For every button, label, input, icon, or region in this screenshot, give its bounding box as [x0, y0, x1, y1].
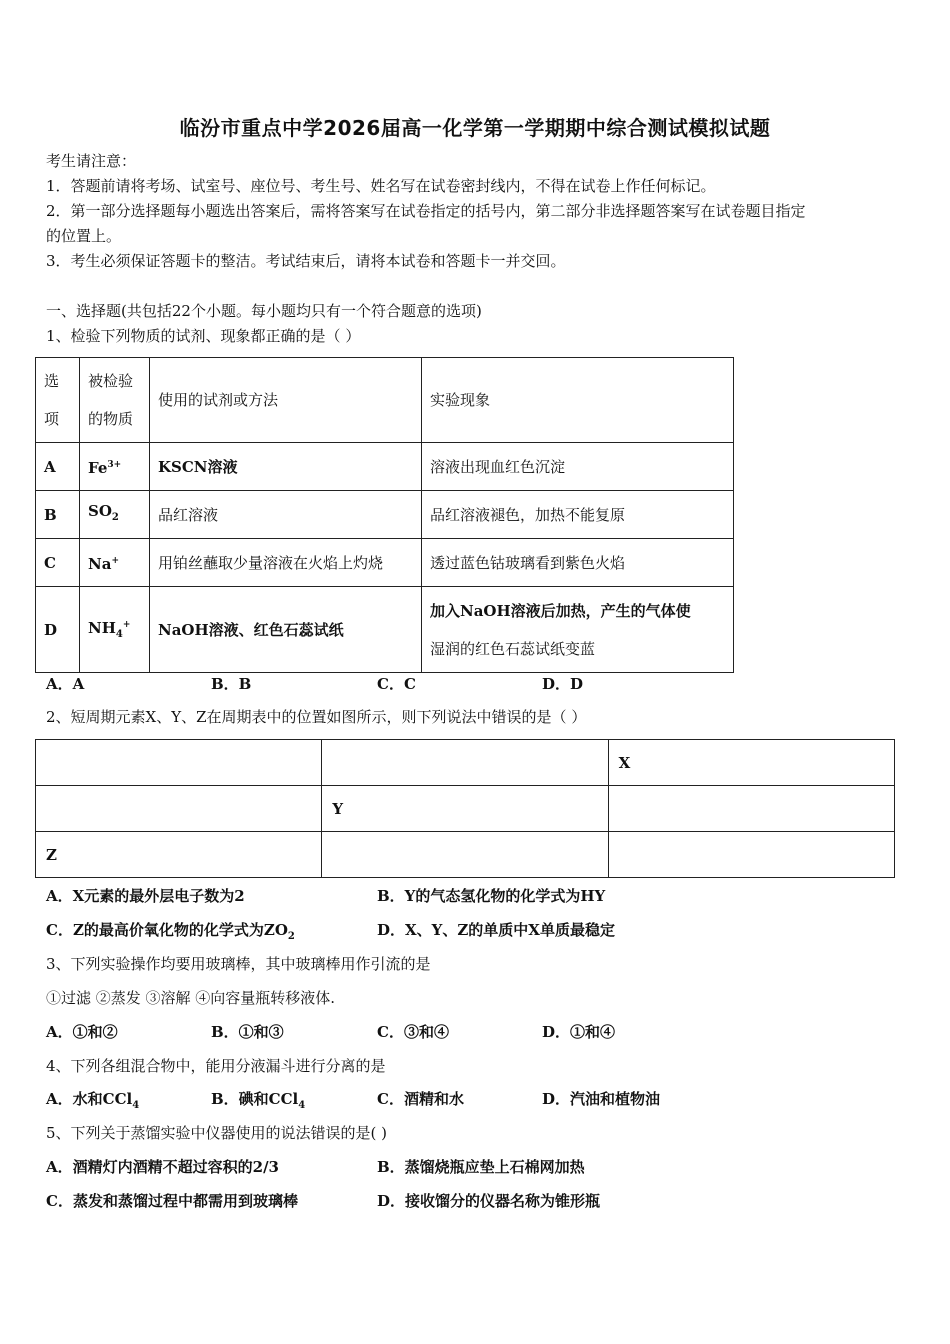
q1-substance-cell: $Fe^{3+}$: [80, 443, 150, 491]
q2-option-c[interactable]: C．Z的最高价氧化物的化学式为$ZO_2$: [46, 921, 295, 942]
q4-option-c[interactable]: C．酒精和水: [377, 1090, 464, 1108]
q5-option-a[interactable]: A．酒精灯内酒精不超过容积的2/3: [46, 1158, 279, 1176]
q4-option-a[interactable]: A．水和CCl$_4$: [46, 1090, 140, 1111]
q1-reagent-cell: 品红溶液: [150, 491, 422, 539]
q3-option-a[interactable]: A．①和②: [46, 1023, 118, 1041]
q2-option-b[interactable]: B．Y的气态氢化物的化学式为HY: [377, 887, 606, 905]
q1-option-cell: A: [36, 443, 80, 491]
q1-reagent-cell: KSCN溶液: [150, 443, 422, 491]
grid-cell-y: Y: [322, 786, 608, 832]
grid-cell-x: X: [608, 740, 894, 786]
notice-item-2-cont: 的位置上。: [46, 227, 122, 245]
q1-option-b[interactable]: B．B: [211, 675, 252, 693]
q1-reagent-cell: 用铂丝蘸取少量溶液在火焰上灼烧: [150, 539, 422, 587]
q1-header-substance: 被检验 的物质: [80, 358, 150, 443]
q5-option-d[interactable]: D．接收馏分的仪器名称为锥形瓶: [377, 1192, 601, 1210]
q3-sub-list: ①过滤 ②蒸发 ③溶解 ④向容量瓶转移液体.: [46, 989, 336, 1007]
q1-stem: 1、检验下列物质的试剂、现象都正确的是（ ）: [46, 327, 361, 345]
q1-option-a[interactable]: A．A: [46, 675, 85, 693]
q2-periodic-grid: [35, 739, 895, 878]
table-row: [36, 491, 734, 539]
table-row: [36, 587, 734, 673]
q1-header-reagent: 使用的试剂或方法: [150, 358, 422, 443]
q3-option-c[interactable]: C．③和④: [377, 1023, 449, 1041]
q1-table: [35, 357, 734, 673]
page-title: 临汾市重点中学2026届高一化学第一学期期中综合测试模拟试题: [179, 116, 771, 140]
grid-cell: [608, 832, 894, 878]
grid-cell: [608, 786, 894, 832]
q1-phenomenon-cell: 品红溶液褪色，加热不能复原: [422, 491, 734, 539]
grid-cell: [36, 740, 322, 786]
q5-stem: 5、下列关于蒸馏实验中仪器使用的说法错误的是( ): [46, 1124, 388, 1142]
q1-phenomenon-cell: 加入NaOH溶液后加热，产生的气体使 湿润的红色石蕊试纸变蓝: [422, 587, 734, 673]
table-row: [36, 443, 734, 491]
grid-cell: [322, 832, 608, 878]
q1-phenomenon-cell: 透过蓝色钴玻璃看到紫色火焰: [422, 539, 734, 587]
q1-option-cell: D: [36, 587, 80, 673]
q1-option-c[interactable]: C．C: [377, 675, 416, 693]
grid-cell: [322, 740, 608, 786]
notice-item-1: 1．答题前请将考场、试室号、座位号、考生号、姓名写在试卷密封线内，不得在试卷上作任何标记。: [46, 177, 716, 195]
q1-phenomenon-cell: 溶液出现血红色沉淀: [422, 443, 734, 491]
notice-heading: 考生请注意：: [46, 152, 137, 170]
q4-option-b[interactable]: B．碘和CCl$_4$: [211, 1090, 306, 1111]
table-row: [36, 832, 895, 878]
table-row: [36, 539, 734, 587]
q1-substance-cell: Na+: [80, 539, 150, 587]
table-row: [36, 740, 895, 786]
q1-option-d[interactable]: D．D: [542, 675, 584, 693]
notice-item-3: 3．考生必须保证答题卡的整洁。考试结束后，请将本试卷和答题卡一并交回。: [46, 252, 566, 270]
q1-substance-cell: $NH_4^+$: [80, 587, 150, 673]
q3-stem: 3、下列实验操作均要用玻璃棒，其中玻璃棒用作引流的是: [46, 955, 431, 973]
grid-cell: [36, 786, 322, 832]
q1-reagent-cell: NaOH溶液、红色石蕊试纸: [150, 587, 422, 673]
q1-option-cell: B: [36, 491, 80, 539]
notice-item-2: 2．第一部分选择题每小题选出答案后，需将答案写在试卷指定的括号内，第二部分非选择题答案写在试卷题目指定: [46, 202, 806, 220]
q5-option-b[interactable]: B．蒸馏烧瓶应垫上石棉网加热: [377, 1158, 585, 1176]
q4-stem: 4、下列各组混合物中，能用分液漏斗进行分离的是: [46, 1057, 386, 1075]
q4-option-d[interactable]: D．汽油和植物油: [542, 1090, 661, 1108]
q1-header-option: 选 项: [36, 358, 80, 443]
q1-header-row: [36, 358, 734, 443]
q1-option-cell: C: [36, 539, 80, 587]
section-heading: 一、选择题(共包括22个小题。每小题均只有一个符合题意的选项): [46, 302, 482, 320]
grid-cell-z: Z: [36, 832, 322, 878]
q1-substance-cell: $SO_2$: [80, 491, 150, 539]
q2-stem: 2、短周期元素X、Y、Z在周期表中的位置如图所示，则下列说法中错误的是（ ）: [46, 708, 587, 726]
q2-option-a[interactable]: A．X元素的最外层电子数为2: [46, 887, 245, 905]
q3-option-d[interactable]: D．①和④: [542, 1023, 616, 1041]
table-row: [36, 786, 895, 832]
q1-header-phenomenon: 实验现象: [422, 358, 734, 443]
q5-option-c[interactable]: C．蒸发和蒸馏过程中都需用到玻璃棒: [46, 1192, 298, 1210]
q2-option-d[interactable]: D．X、Y、Z的单质中X单质最稳定: [377, 921, 615, 939]
q3-option-b[interactable]: B．①和③: [211, 1023, 284, 1041]
